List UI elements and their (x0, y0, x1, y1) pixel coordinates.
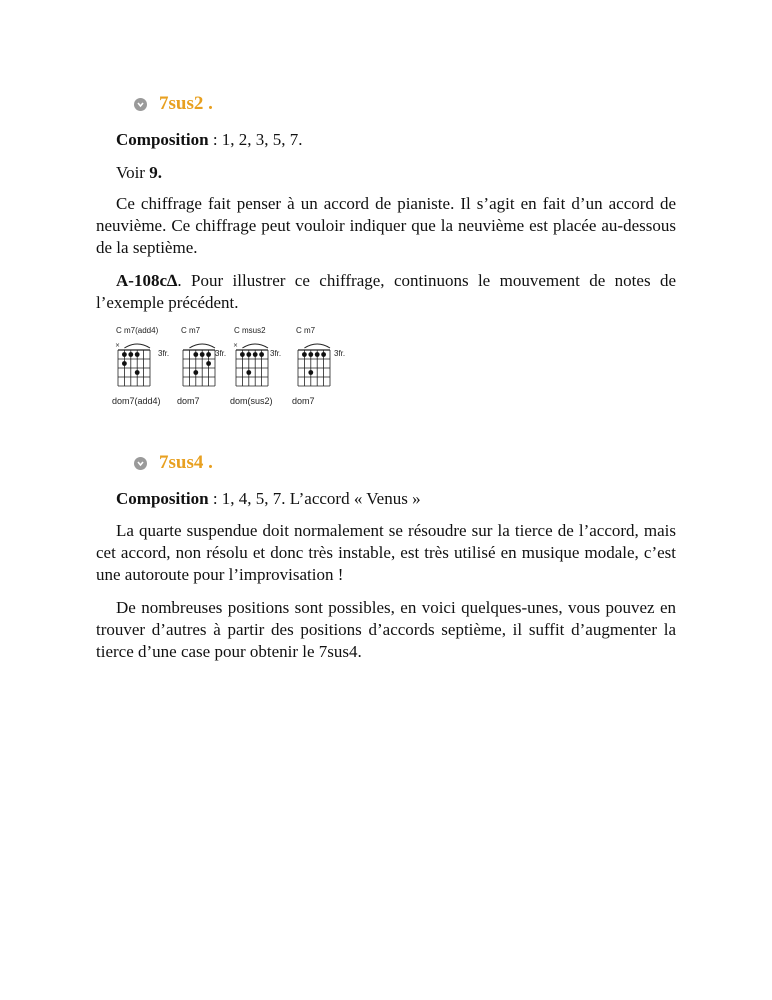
chord-sub: dom7 (292, 396, 315, 406)
finger-dot (122, 352, 127, 357)
composition-line (96, 129, 676, 151)
paragraph-quarte: La quarte suspendue doit normalement se résoudre sur la tierce de l’accord, mais cet accord, non résolu et donc très instable, est très utilisé en musique modale, c’est une autoroute pour l’improvisation ! (96, 521, 676, 584)
example-text: . Pour illustrer ce chiffrage, continuons le mouvement de notes de l’exemple précédent. (96, 271, 676, 312)
chord-grid (112, 336, 152, 394)
fret-label: 3fr. (158, 349, 170, 358)
chord-grid (292, 336, 332, 394)
finger-dot (240, 352, 245, 357)
fret-label: 3fr. (270, 349, 282, 358)
composition-value: : 1, 2, 3, 5, 7. (208, 130, 303, 149)
fret-label: 3fr. (215, 349, 227, 358)
composition-value: : 1, 4, 5, 7. L’accord « Venus » (208, 489, 421, 508)
barre-arc (189, 344, 215, 348)
finger-dot (321, 352, 326, 357)
barre-arc (124, 344, 150, 348)
section-title: 7sus2 . (159, 93, 213, 114)
finger-dot (259, 352, 264, 357)
chord-sub: dom7(add4) (112, 396, 161, 406)
chord-diagram (230, 322, 290, 414)
section-heading-7sus4 (134, 452, 213, 474)
barre-arc (242, 344, 268, 348)
muted-mark: × (233, 342, 239, 349)
finger-dot (308, 352, 313, 357)
finger-dot (246, 370, 251, 375)
finger-dot (302, 352, 307, 357)
fret-label: 3fr. (334, 349, 346, 358)
finger-dot (200, 352, 205, 357)
finger-dot (206, 361, 211, 366)
chord-grid (177, 336, 217, 394)
chord-sub: dom(sus2) (230, 396, 273, 406)
chord-name: C msus2 (234, 326, 266, 335)
finger-dot (193, 352, 198, 357)
finger-dot (308, 370, 313, 375)
chord-name: C m7(add4) (116, 326, 159, 335)
composition-line (96, 488, 676, 510)
chord-name: C m7 (181, 326, 201, 335)
example-ref: A-108c∆ (116, 271, 178, 290)
finger-dot (135, 352, 140, 357)
finger-dot (128, 352, 133, 357)
chord-diagram (112, 322, 172, 414)
paragraph-positions: De nombreuses positions sont possibles, en voici quelques-unes, vous pouvez en trouver d’autres à partir des positions d’accords septième, il suffit d’augmenter la tierce d’une case pour obtenir le 7sus4. (96, 598, 676, 661)
barre-arc (304, 344, 330, 348)
composition-label: Composition (116, 130, 209, 149)
paragraph-chiffrage: Ce chiffrage fait penser à un accord de pianiste. Il s’agit en fait d’un accord de neuvième. Ce chiffrage peut vouloir indiquer que la neuvième est placée au-dessous de la septième. (96, 194, 676, 257)
chord-sub: dom7 (177, 396, 200, 406)
muted-mark: × (115, 342, 121, 349)
chord-diagrams (112, 322, 372, 414)
finger-dot (135, 370, 140, 375)
circle-arrow-icon (134, 457, 147, 470)
finger-dot (122, 361, 127, 366)
finger-dot (315, 352, 320, 357)
chord-grid (230, 336, 270, 394)
section-heading-7sus2 (134, 93, 213, 115)
voir-label: Voir (116, 163, 150, 182)
finger-dot (246, 352, 251, 357)
finger-dot (206, 352, 211, 357)
finger-dot (193, 370, 198, 375)
chord-name: C m7 (296, 326, 316, 335)
section-title: 7sus4 . (159, 452, 213, 473)
voir-value: 9. (149, 163, 162, 182)
circle-arrow-icon (134, 98, 147, 111)
paragraph-example (96, 270, 676, 314)
composition-label: Composition (116, 489, 209, 508)
chord-diagram (177, 322, 237, 414)
finger-dot (253, 352, 258, 357)
chord-diagram (292, 322, 352, 414)
voir-line (96, 162, 676, 184)
